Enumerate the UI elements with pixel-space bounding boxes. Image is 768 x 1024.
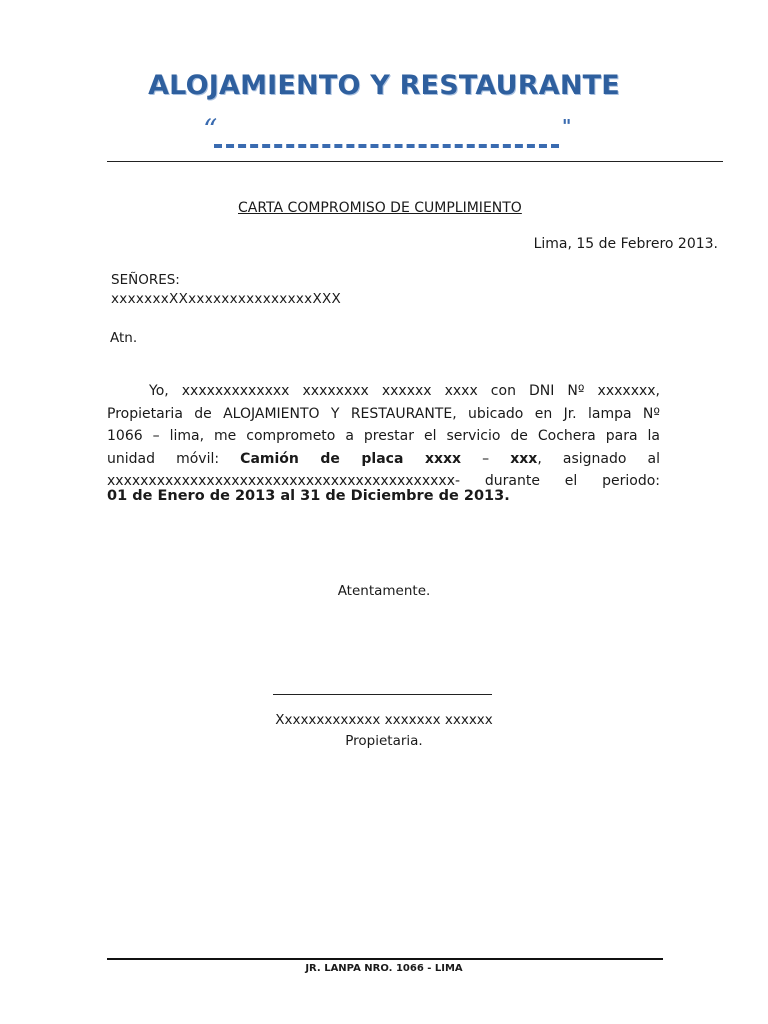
signature-line bbox=[273, 694, 492, 695]
recipient-name: xxxxxxxXXxxxxxxxxxxxxxxxXXX bbox=[111, 291, 342, 307]
footer-divider bbox=[107, 958, 663, 960]
closing-quote: " bbox=[562, 116, 572, 137]
body-line-2: Propietaria de ALOJAMIENTO Y RESTAURANTE, ubicado en Jr. lampa Nº bbox=[107, 405, 660, 422]
signature-name: Xxxxxxxxxxxxx xxxxxxx xxxxxx bbox=[275, 712, 493, 728]
attention-line: Atn. bbox=[110, 330, 138, 346]
body-line-4: unidad móvil: Camión de placa xxxx – xxx, asignado al bbox=[107, 450, 660, 467]
vehicle-plate: Camión de placa xxxx bbox=[240, 450, 462, 467]
header-divider bbox=[107, 161, 723, 162]
opening-quote: “ bbox=[203, 113, 218, 146]
footer-address: JR. LANPA NRO. 1066 - LIMA bbox=[305, 963, 463, 974]
business-name-header: ALOJAMIENTO Y RESTAURANTE bbox=[148, 70, 620, 101]
blank-name-line bbox=[214, 144, 559, 148]
body-line-5: xxxxxxxxxxxxxxxxxxxxxxxxxxxxxxxxxxxxxxxxxx- durante el periodo: bbox=[107, 473, 660, 489]
signature-role: Propietaria. bbox=[345, 733, 423, 749]
salutation: SEÑORES: bbox=[111, 272, 180, 288]
letter-body bbox=[107, 380, 660, 493]
letter-title: CARTA COMPROMISO DE CUMPLIMIENTO bbox=[238, 200, 522, 216]
body-line-3: 1066 – lima, me comprometo a prestar el servicio de Cochera para la bbox=[107, 428, 660, 444]
body-line-1: Yo, xxxxxxxxxxxxx xxxxxxxx xxxxxx xxxx con DNI Nº xxxxxxx, bbox=[149, 383, 660, 399]
letter-date: Lima, 15 de Febrero 2013. bbox=[533, 236, 718, 252]
service-period: 01 de Enero de 2013 al 31 de Diciembre de 2013. bbox=[107, 488, 510, 504]
closing: Atentamente. bbox=[337, 583, 431, 599]
